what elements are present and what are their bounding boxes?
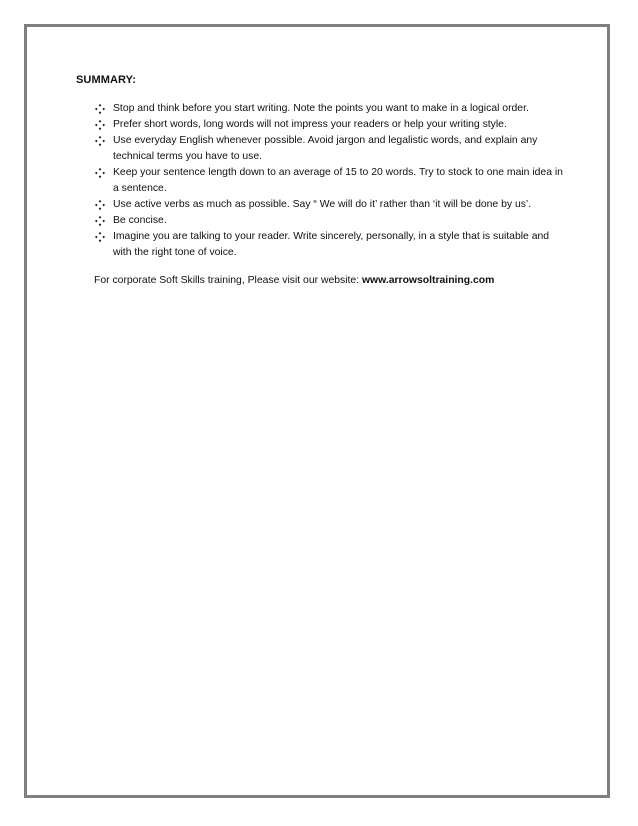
bullet-text: Be concise.: [113, 215, 167, 226]
four-diamond-bullet-icon: [94, 117, 106, 133]
list-item: [94, 101, 569, 117]
list-item: [94, 117, 569, 133]
website-link[interactable]: www.arrowsoltraining.com: [361, 275, 495, 286]
bullet-text: Use everyday English whenever possible. Avoid jargon and legalistic words, and explain any technical terms you have to use.: [113, 135, 538, 162]
four-diamond-bullet-icon: [94, 197, 106, 213]
website-promo: [94, 273, 494, 289]
bullet-text: Prefer short words, long words will not impress your readers or help your writing style.: [113, 119, 507, 130]
four-diamond-bullet-icon: [94, 165, 106, 181]
four-diamond-bullet-icon: [94, 133, 106, 149]
summary-heading: SUMMARY:: [76, 74, 137, 86]
list-item: [94, 133, 569, 165]
list-item: [94, 165, 569, 197]
four-diamond-bullet-icon: [94, 213, 106, 229]
four-diamond-bullet-icon: [94, 229, 106, 245]
bullet-text: Stop and think before you start writing. Note the points you want to make in a logical order.: [113, 103, 529, 114]
list-item: [94, 213, 569, 229]
list-item: [94, 197, 569, 213]
list-item: [94, 229, 569, 261]
website-promo-text: For corporate Soft Skills training, Please visit our website:: [94, 275, 362, 286]
summary-list: [94, 101, 569, 261]
four-diamond-bullet-icon: [94, 101, 106, 117]
bullet-text: Imagine you are talking to your reader. Write sincerely, personally, in a style that is suitable and with the right tone of voice.: [113, 231, 550, 258]
bullet-text: Use active verbs as much as possible. Say “ We will do it’ rather than ‘it will be done by us’.: [113, 199, 532, 210]
bullet-text: Keep your sentence length down to an average of 15 to 20 words. Try to stock to one main idea in a sentence.: [113, 167, 563, 194]
